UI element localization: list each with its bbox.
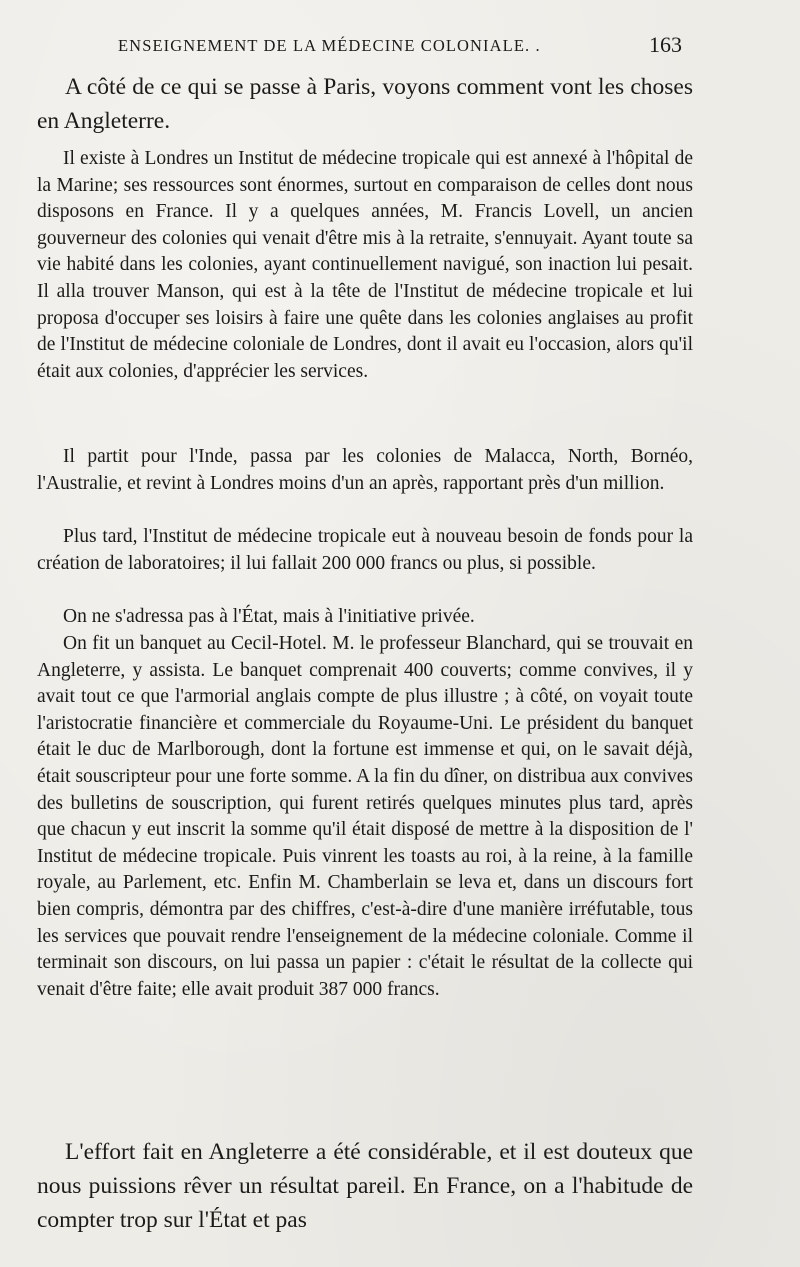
page-number: 163 bbox=[649, 32, 682, 57]
conclusion-paragraph: L'effort fait en Angleterre a été considérable, et il est douteux que nous puissions rêver un résultat pareil. En France, on a l'habitude de compter trop sur l'État et pas bbox=[37, 1139, 693, 1233]
london-institute-paragraph: Il existe à Londres un Institut de médecine tropicale qui est annexé à l'hôpital de la Marine; ses ressources sont énormes, surtout en comparaison de celles dont nous disposons en France. Il y a quelques années, M. Francis Lovell, un ancien gouverneur des colonies qui venait d'être mis à la retraite, s'ennuyait. Ayant toute sa vie habité dans les colonies, ayant continuellement navigué, son inaction lui pesait. Il alla trouver Manson, qui est à la tête de l'Institut de médecine tropicale et lui proposa d'occuper ses loisirs à faire une quête dans les colonies anglaises au profit de l'Institut de médecine coloniale de Londres, dont il avait eu l'occasion, alors qu'il était aux colonies, d'apprécier les services. bbox=[37, 148, 693, 382]
page-header bbox=[62, 32, 682, 62]
laboratories-paragraph: Plus tard, l'Institut de médecine tropicale eut à nouveau besoin de fonds pour la création de laboratoires; il lui fallait 200 000 francs ou plus, si possible. bbox=[37, 526, 693, 574]
banquet-paragraph: On fit un banquet au Cecil-Hotel. M. le professeur Blanchard, qui se trouvait en Angleterre, y assista. Le banquet comprenait 400 couverts; comme convives, il y avait tout ce que l'armorial anglais compte de plus illustre ; à côté, on voyait toute l'aristocratie financière et commerciale du Royaume-Uni. Le président du banquet était le duc de Marlborough, dont la fortune est immense et qui, on le savait déjà, était souscripteur pour une forte somme. A la fin du dîner, on distribua aux convives des bulletins de souscription, qui furent retirés quelques minutes plus tard, après que chacun y eut inscrit la somme qu'il était disposé de mettre à la disposition de l' Institut de médecine tropicale. Puis vinrent les toasts au roi, à la reine, à la famille royale, au Parlement, etc. Enfin M. Chamberlain se leva et, dans un discours fort bien compris, démontra par des chiffres, c'est-à-dire d'une manière irréfutable, tous les services que pouvait rendre l'enseignement de la médecine coloniale. Comme il terminait son discours, on lui passa un papier : c'était le résultat de la collecte qui venait d'être faite; elle avait produit 387 000 francs. bbox=[37, 633, 693, 1000]
intro-paragraph: A côté de ce qui se passe à Paris, voyons comment vont les choses en Angleterre. bbox=[37, 74, 693, 134]
lovell-journey-paragraph: Il partit pour l'Inde, passa par les colonies de Malacca, North, Bornéo, l'Australie, et revint à Londres moins d'un an après, rapportant près d'un million. bbox=[37, 446, 693, 494]
private-initiative-paragraph: On ne s'adressa pas à l'État, mais à l'initiative privée. bbox=[63, 606, 475, 627]
running-head: ENSEIGNEMENT DE LA MÉDECINE COLONIALE. . bbox=[118, 36, 541, 55]
